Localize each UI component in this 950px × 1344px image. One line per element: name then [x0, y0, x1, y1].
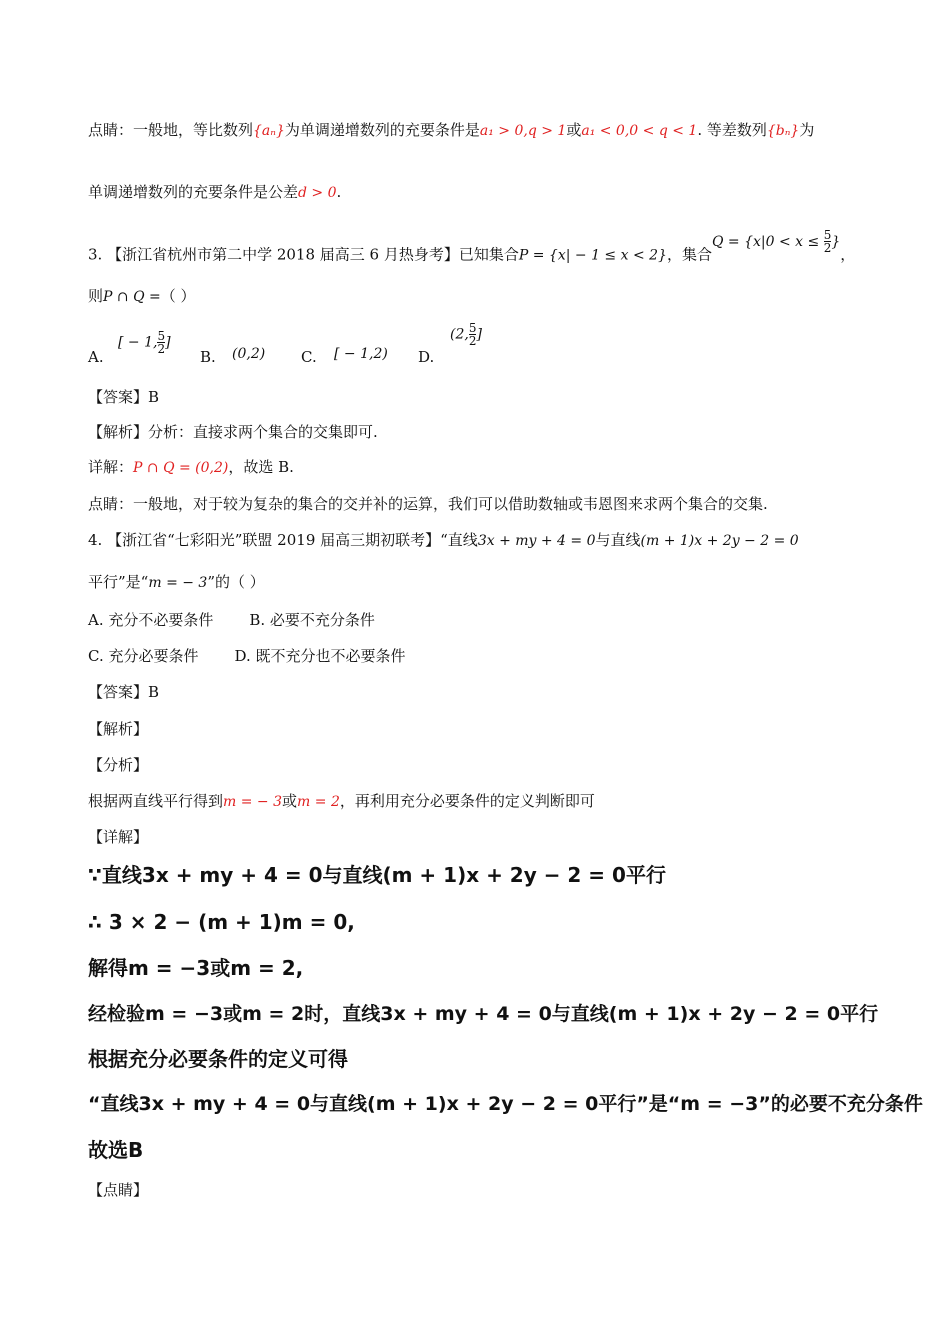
- solution-step-5: 根据充分必要条件的定义可得: [88, 1047, 348, 1071]
- intersection-result: P ∩ Q = (0,2): [133, 460, 229, 476]
- text: 详解：: [88, 458, 134, 476]
- q3-analysis: 【解析】分析：直接求两个集合的交集即可.: [88, 423, 378, 441]
- math-sequence-b: {bₙ}: [766, 123, 800, 139]
- set-P: P = {x| − 1 ≤ x < 2}: [518, 247, 667, 264]
- q3-line2: [88, 286, 196, 307]
- set-Q-post: }: [831, 233, 841, 250]
- option-d-label: D.: [418, 348, 435, 366]
- q4-jiexi-heading: 【解析】: [88, 720, 149, 738]
- q4-stem: [88, 530, 799, 551]
- line-2-eq: (m + 1)x + 2y − 2 = 0: [640, 533, 799, 549]
- solution-step-7: 故选B: [88, 1138, 144, 1162]
- t: ]: [476, 326, 482, 343]
- q4-options-row2: [88, 646, 406, 666]
- text: ，故选 B.: [228, 458, 294, 476]
- text: 平行”是“: [88, 573, 149, 591]
- set-Q-pre: Q = {x|0 < x ≤: [711, 233, 824, 250]
- text: 与直线: [595, 531, 641, 549]
- q3-answer: 【答案】B: [88, 388, 160, 406]
- text: ”的（ ）: [207, 573, 265, 591]
- option-c: C. 充分必要条件: [88, 647, 199, 665]
- text: 或: [282, 792, 298, 810]
- solution-step-6: “直线3x + my + 4 = 0与直线(m + 1)x + 2y − 2 = 0平行”是“m = −3”的必要不充分条件: [88, 1093, 923, 1115]
- math-m2: m = 2: [297, 794, 340, 810]
- t: [ − 1,: [118, 334, 158, 351]
- option-b-value: (0,2): [232, 346, 266, 362]
- text: 根据两直线平行得到: [88, 792, 224, 810]
- num: 5: [468, 321, 477, 335]
- num: 5: [823, 228, 832, 242]
- text: 为: [799, 121, 815, 139]
- option-c-value: [ − 1,2): [334, 346, 388, 362]
- text: 或: [566, 121, 582, 139]
- option-d: D. 既不充分也不必要条件: [234, 647, 406, 665]
- q3-stem: [88, 228, 856, 268]
- text: .: [336, 183, 342, 201]
- q4-answer: 【答案】B: [88, 683, 160, 701]
- solution-step-4: 经检验m = −3或m = 2时，直线3x + my + 4 = 0与直线(m + 1)x + 2y − 2 = 0平行: [88, 1003, 879, 1025]
- text: （ ）: [160, 287, 196, 305]
- den: 2: [823, 241, 832, 255]
- tip-paragraph-line1: [88, 120, 814, 141]
- q4-line2: [88, 572, 265, 593]
- fraction: [157, 330, 165, 355]
- q4-fenxi-heading: 【分析】: [88, 756, 149, 774]
- set-Q: [711, 228, 841, 255]
- q3-stem-text: 3. 【浙江省杭州市第二中学 2018 届高三 6 月热身考】已知集合: [88, 245, 519, 264]
- option-d-value: [450, 322, 482, 347]
- text: ，集合: [666, 245, 712, 264]
- option-a: A. 充分不必要条件: [88, 611, 214, 629]
- math-condition-1: a₁ > 0,q > 1: [479, 123, 567, 139]
- text: 则: [88, 287, 104, 305]
- text: 为单调递增数列的充要条件是: [284, 121, 480, 139]
- num: 5: [157, 329, 166, 343]
- q3-tip: 点睛：一般地，对于较为复杂的集合的交并补的运算，我们可以借助数轴或韦恩图来求两个集合的交集.: [88, 495, 768, 513]
- text: 点睛：一般地，等比数列: [88, 121, 254, 139]
- q3-detail: [88, 457, 294, 478]
- q4-dianjing-heading: 【点睛】: [88, 1181, 149, 1199]
- intersection-expr: P ∩ Q =: [103, 289, 161, 305]
- option-b: B. 必要不充分条件: [249, 611, 375, 629]
- math-sequence-a: {aₙ}: [253, 123, 285, 139]
- solution-step-3: 解得m = −3或m = 2,: [88, 956, 304, 980]
- text: 单调递增数列的充要条件是公差: [88, 183, 299, 201]
- condition: m = − 3: [148, 575, 208, 591]
- line-1-eq: 3x + my + 4 = 0: [477, 533, 596, 549]
- text: ，: [840, 245, 856, 264]
- den: 2: [157, 342, 166, 356]
- math-condition: d > 0: [298, 185, 337, 201]
- text: 4. 【浙江省“七彩阳光”联盟 2019 届高三期初联考】“直线: [88, 531, 478, 549]
- t: (2,: [450, 326, 469, 343]
- text: ，再利用充分必要条件的定义判断即可: [339, 792, 595, 810]
- solution-step-1: ∵直线3x + my + 4 = 0与直线(m + 1)x + 2y − 2 = 0平行: [88, 863, 666, 887]
- q4-options-row1: [88, 610, 375, 630]
- option-a-label: A.: [88, 348, 104, 366]
- option-c-label: C.: [301, 348, 317, 366]
- t: ]: [165, 334, 171, 351]
- math-condition-2: a₁ < 0,0 < q < 1: [581, 123, 698, 139]
- option-b-label: B.: [200, 348, 216, 366]
- q4-xiangjie-heading: 【详解】: [88, 828, 149, 846]
- text: . 等差数列: [697, 121, 767, 139]
- math-m1: m = − 3: [223, 794, 283, 810]
- solution-step-2: ∴ 3 × 2 − (m + 1)m = 0,: [88, 910, 355, 934]
- den: 2: [468, 334, 477, 348]
- q4-fenxi-text: [88, 791, 595, 812]
- tip-paragraph-line2: [88, 182, 341, 203]
- option-a-value: [118, 330, 171, 355]
